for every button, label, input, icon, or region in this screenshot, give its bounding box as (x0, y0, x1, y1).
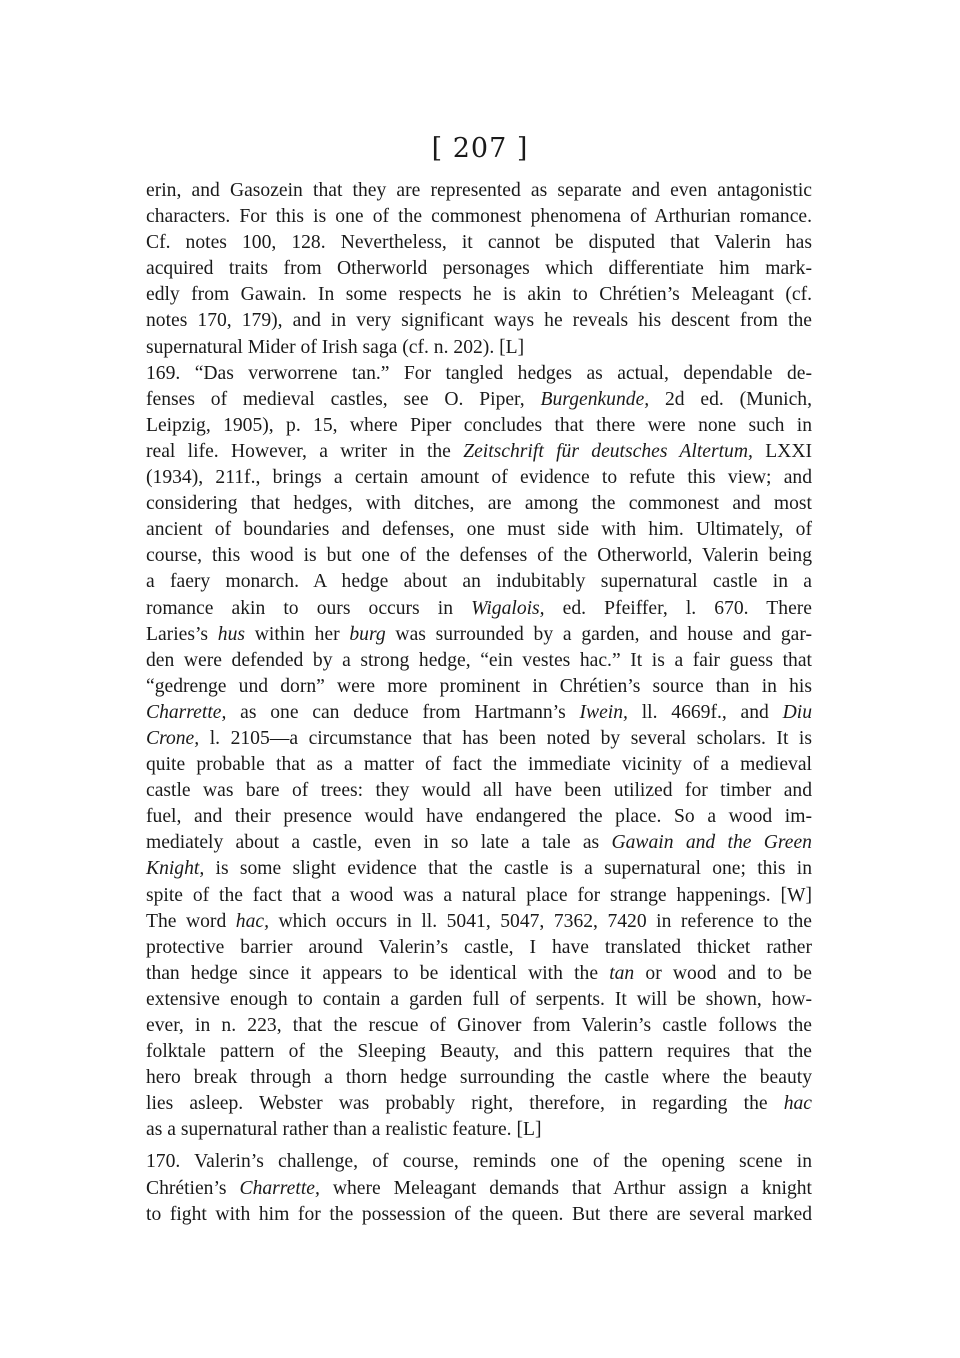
text-line (146, 700, 812, 726)
text-line (146, 1149, 812, 1175)
text-segment: course, this wood is but one of the defenses of the Otherworld, Valerin being (146, 545, 812, 567)
text-line (146, 883, 812, 909)
text-line (146, 1176, 812, 1202)
text-line (146, 987, 812, 1013)
text-segment: castle was bare of trees: they would all have been utilized for timber and (146, 780, 812, 802)
text-line (146, 778, 812, 804)
italic-text: Gawain and the Green (611, 832, 812, 854)
text-segment: as one can deduce from Hartmann’s (226, 701, 580, 723)
text-segment: is some slight evidence that the castle is a supernatural one; this in (204, 858, 812, 880)
text-line (146, 961, 812, 987)
text-segment: Chrétien’s (146, 1177, 240, 1199)
text-segment: as a supernatural rather than a realistic feature. [L] (146, 1119, 542, 1141)
text-line (146, 230, 812, 256)
text-segment: hero break through a thorn hedge surrounding the castle where the beauty (146, 1067, 812, 1089)
text-line (146, 543, 812, 569)
text-line (146, 596, 812, 622)
text-line (146, 308, 812, 334)
text-segment: Leipzig, 1905), p. 15, where Piper concludes that there were none such in (146, 414, 812, 436)
text-line (146, 752, 812, 778)
text-line (146, 804, 812, 830)
text-segment: LXXI (752, 440, 812, 462)
text-line (146, 1013, 812, 1039)
italic-text: Wigalois, (471, 597, 545, 619)
text-segment: Cf. notes 100, 128. Nevertheless, it cannot be disputed that Valerin has (146, 232, 812, 254)
italic-text: Crone, (146, 727, 200, 749)
text-line (146, 387, 812, 413)
text-segment: lies asleep. Webster was probably right, therefore, in regarding the (146, 1093, 784, 1115)
text-line (146, 830, 812, 856)
text-segment: ll. 4669f., and (627, 701, 783, 723)
text-line (146, 204, 812, 230)
text-segment: than hedge since it appears to be identical with the (146, 962, 610, 984)
text-segment: supernatural Mider of Irish saga (cf. n. 202). [L] (146, 336, 525, 358)
text-segment: (1934), 211f., brings a certain amount of evidence to refute this view; and (146, 467, 812, 489)
text-line (146, 569, 812, 595)
italic-text: Knight, (146, 858, 205, 880)
text-segment: The word (146, 910, 236, 932)
italic-text: Zeitschrift für deutsches Altertum, (463, 440, 753, 462)
body-text (146, 178, 812, 1228)
text-segment: fuel, and their presence would have endangered the place. So a wood im- (146, 806, 812, 828)
text-line (146, 1091, 812, 1117)
text-line (146, 178, 812, 204)
text-line (146, 491, 812, 517)
text-line (146, 1202, 812, 1228)
text-segment: romance akin to ours occurs in (146, 597, 472, 619)
text-line (146, 439, 812, 465)
text-segment: den were defended by a strong hedge, “ein vestes hac.” It is a fair guess that (146, 649, 812, 671)
italic-text: tan (609, 962, 635, 984)
text-segment: erin, and Gasozein that they are represented as separate and even antagonistic (146, 180, 812, 201)
text-line (146, 1065, 812, 1091)
text-line (146, 726, 812, 752)
text-segment: notes 170, 179), and in very significant ways he reveals his descent from the (146, 310, 812, 332)
text-segment: or wood and to be (634, 962, 812, 984)
text-segment: which occurs in ll. 5041, 5047, 7362, 7420 in reference to the (268, 910, 812, 932)
text-line (146, 648, 812, 674)
text-segment: a faery monarch. A hedge about an indubitably supernatural castle in a (146, 571, 812, 593)
italic-text: Diu (782, 701, 812, 723)
text-segment: within her (245, 623, 350, 645)
text-segment: characters. For this is one of the commonest phenomena of Arthurian romance. (146, 206, 812, 228)
text-line (146, 413, 812, 439)
italic-text: Charrette, (146, 701, 227, 723)
text-segment: protective barrier around Valerin’s castle, I have translated thicket rather (146, 936, 812, 958)
text-segment: folktale pattern of the Sleeping Beauty, and this pattern requires that the (146, 1041, 812, 1063)
text-line (146, 335, 812, 361)
italic-text: Charrette, (239, 1177, 320, 1199)
text-segment: mediately about a castle, even in so late a tale as (146, 832, 612, 854)
text-segment: was surrounded by a garden, and house and gar- (385, 623, 812, 645)
text-segment: 169. “Das verworrene tan.” For tangled hedges as actual, dependable de- (146, 362, 812, 384)
italic-text: hus (217, 623, 246, 645)
text-line (146, 1039, 812, 1065)
text-segment: edly from Gawain. In some respects he is akin to Chrétien’s Meleagant (cf. (146, 284, 812, 306)
text-line (146, 674, 812, 700)
text-segment: l. 2105—a circumstance that has been noted by several scholars. It is (199, 727, 812, 749)
text-line (146, 256, 812, 282)
text-segment: fenses of medieval castles, see O. Piper, (146, 388, 541, 410)
text-segment: ever, in n. 223, that the rescue of Ginover from Valerin’s castle follows the (146, 1015, 812, 1036)
text-segment: real life. However, a writer in the (146, 440, 464, 462)
text-line (146, 909, 812, 935)
italic-text: Burgenkunde, (540, 388, 650, 410)
italic-text: hac (783, 1093, 812, 1115)
text-line (146, 361, 812, 387)
text-line (146, 1117, 812, 1143)
text-segment: quite probable that as a matter of fact the immediate vicinity of a medieval (146, 754, 812, 776)
text-line (146, 282, 812, 308)
text-segment: 2d ed. (Munich, (649, 388, 812, 410)
text-line (146, 622, 812, 648)
italic-text: hac, (235, 910, 269, 932)
text-segment: to fight with him for the possession of the queen. But there are several marked (146, 1203, 812, 1225)
text-segment: acquired traits from Otherworld personages which differentiate him mark- (146, 258, 812, 280)
text-line (146, 517, 812, 543)
text-segment: Laries’s (146, 623, 218, 645)
text-segment: 170. Valerin’s challenge, of course, reminds one of the opening scene in (146, 1151, 812, 1173)
text-segment: ed. Pfeiffer, l. 670. There (544, 597, 812, 619)
italic-text: burg (349, 623, 386, 645)
text-segment: extensive enough to contain a garden full of serpents. It will be shown, how- (146, 988, 812, 1010)
text-line (146, 856, 812, 882)
text-segment: “gedrenge und dorn” were more prominent in Chrétien’s source than in his (146, 675, 812, 697)
text-segment: spite of the fact that a wood was a natural place for strange happenings. [W] (146, 884, 812, 906)
text-line (146, 465, 812, 491)
text-segment: where Meleagant demands that Arthur assign a knight (319, 1177, 813, 1199)
text-line (146, 935, 812, 961)
text-segment: ancient of boundaries and defenses, one must side with him. Ultimately, of (146, 519, 812, 541)
text-segment: considering that hedges, with ditches, are among the commonest and most (146, 493, 812, 515)
page-number: [ 207 ] (431, 133, 529, 164)
italic-text: Iwein, (579, 701, 628, 723)
